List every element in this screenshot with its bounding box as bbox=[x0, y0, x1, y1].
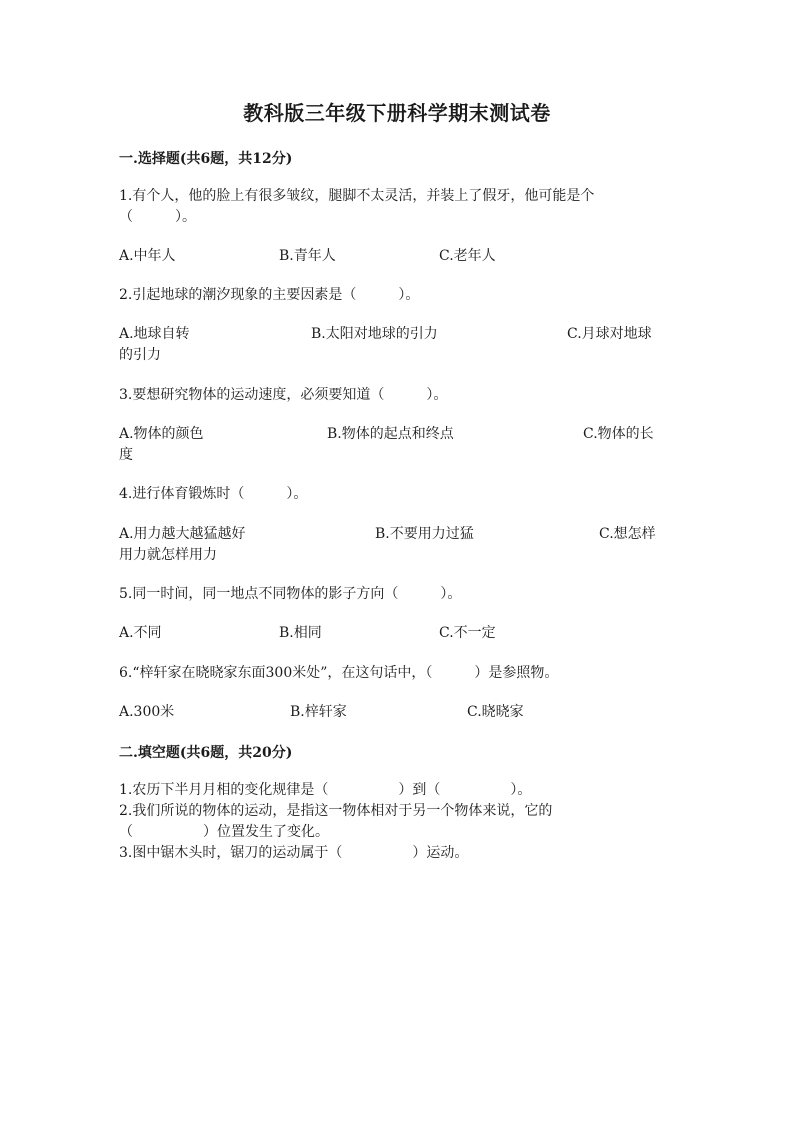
section-heading-fill: 二.填空题(共6题，共20分) bbox=[119, 745, 293, 761]
option-c-cont: 度 bbox=[119, 447, 133, 463]
option-b: B.青年人 bbox=[279, 248, 336, 264]
fill-question-3: 3.图中锯木头时，锯刀的运动属于（ ）运动。 bbox=[119, 845, 469, 861]
option-b: B.相同 bbox=[279, 625, 322, 641]
section-heading-choice: 一.选择题(共6题，共12分) bbox=[119, 151, 293, 167]
page-title: 教科版三年级下册科学期末测试卷 bbox=[243, 101, 551, 125]
fill-question-1: 1.农历下半月月相的变化规律是（ ）到（ ）。 bbox=[119, 782, 532, 798]
question-text: 1.有个人，他的脸上有很多皱纹，腿脚不太灵活，并装上了假牙，他可能是个 bbox=[119, 188, 595, 204]
question-4: 4.进行体育锻炼时（ ）。 bbox=[119, 486, 308, 502]
question-1 bbox=[119, 186, 667, 228]
option-b: B.不要用力过猛 bbox=[375, 526, 474, 542]
fill-question-2-cont: （ ）位置发生了变化。 bbox=[119, 824, 329, 840]
option-c-cont: 的引力 bbox=[119, 347, 161, 363]
question-6: 6.“梓轩家在晓晓家东面300米处”，在这句话中，（ ）是参照物。 bbox=[119, 665, 559, 681]
question-2: 2.引起地球的潮汐现象的主要因素是（ ）。 bbox=[119, 287, 420, 303]
option-c: C.想怎样 bbox=[599, 526, 656, 542]
option-c: C.物体的长 bbox=[583, 426, 654, 442]
option-c-cont: 用力就怎样用力 bbox=[119, 547, 217, 563]
option-c: C.不一定 bbox=[439, 625, 496, 641]
option-c: C.晓晓家 bbox=[467, 704, 524, 720]
option-b: B.太阳对地球的引力 bbox=[311, 326, 438, 342]
option-a: A.物体的颜色 bbox=[119, 426, 204, 442]
question-3: 3.要想研究物体的运动速度，必须要知道（ ）。 bbox=[119, 387, 448, 403]
option-a: A.不同 bbox=[119, 625, 162, 641]
fill-question-2: 2.我们所说的物体的运动，是指这一物体相对于另一个物体来说，它的 bbox=[119, 803, 553, 819]
option-c: C.月球对地球 bbox=[567, 326, 652, 342]
option-a: A.中年人 bbox=[119, 248, 176, 264]
question-text-cont: （ ）。 bbox=[119, 209, 196, 225]
option-a: A.300米 bbox=[119, 704, 175, 720]
option-b: B.物体的起点和终点 bbox=[327, 426, 454, 442]
option-a: A.地球自转 bbox=[119, 326, 190, 342]
question-5: 5.同一时间，同一地点不同物体的影子方向（ ）。 bbox=[119, 586, 462, 602]
option-c: C.老年人 bbox=[439, 248, 496, 264]
option-a: A.用力越大越猛越好 bbox=[119, 526, 246, 542]
option-b: B.梓轩家 bbox=[290, 704, 347, 720]
